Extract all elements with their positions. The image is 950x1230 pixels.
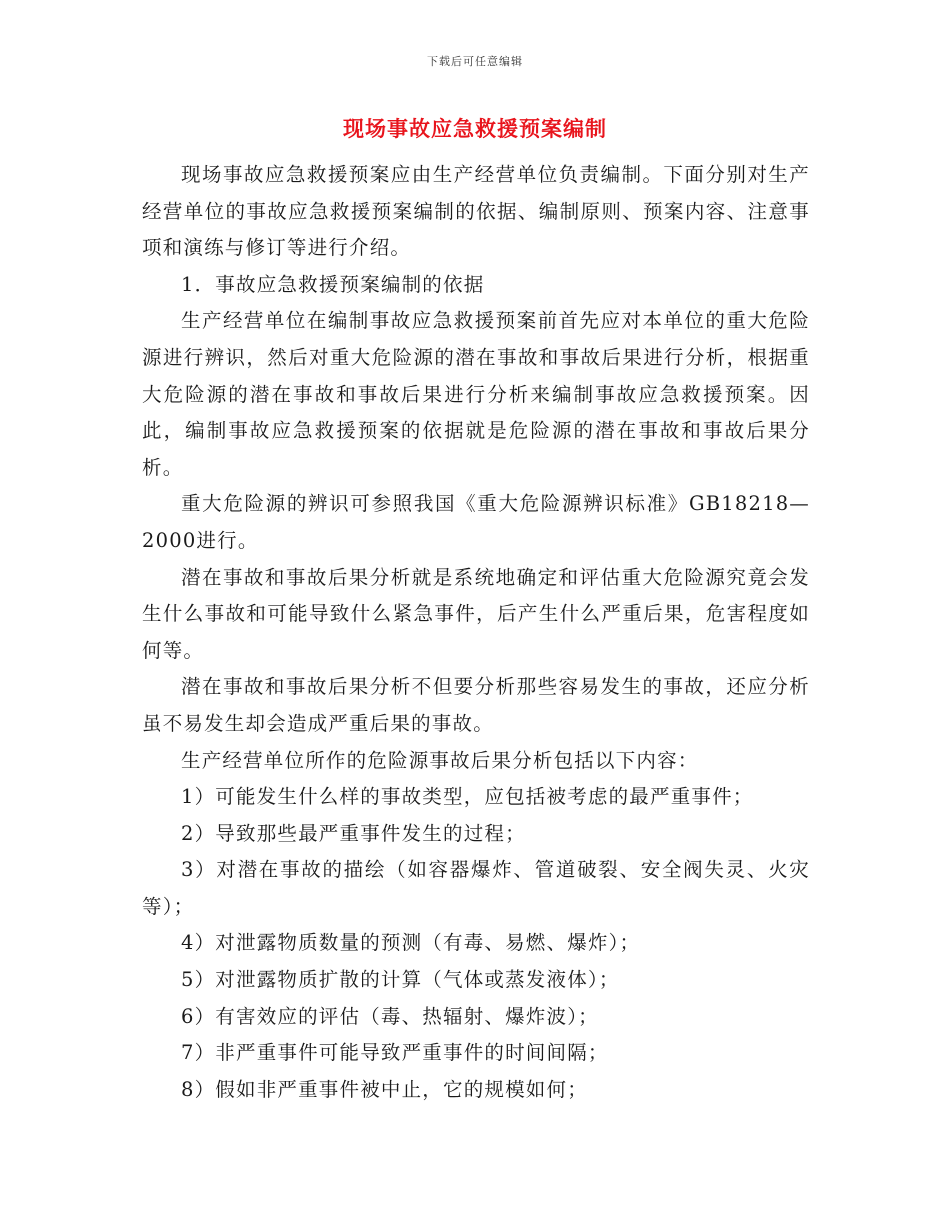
list-item-7: 7）非严重事件可能导致严重事件的时间间隔； xyxy=(181,1041,609,1065)
section-heading-basis: 1．事故应急救援预案编制的依据 xyxy=(181,272,485,296)
list-item-6: 6）有害效应的评估（毒、热辐射、爆炸波）； xyxy=(181,1004,599,1028)
list-item-2: 2）导致那些最严重事件发生的过程； xyxy=(181,821,526,845)
paragraph-analysis-scope: 潜在事故和事故后果分析不但要分析那些容易发生的事故，还应分析虽不易发生却会造成严重后果的事故。 xyxy=(142,675,810,735)
paragraph-intro: 现场事故应急救援预案应由生产经营单位负责编制。下面分别对生产经营单位的事故应急救援预案编制的依据、编制原则、预案内容、注意事项和演练与修订等进行介绍。 xyxy=(142,163,810,260)
page-header-note: 下载后可任意编辑 xyxy=(427,55,523,68)
list-item-4: 4）对泄露物质数量的预测（有毒、易燃、爆炸）； xyxy=(181,931,641,955)
document-body xyxy=(142,157,810,1108)
paragraph-list-intro: 生产经营单位所作的危险源事故后果分析包括以下内容： xyxy=(181,748,699,772)
paragraph-analysis-definition: 潜在事故和事故后果分析就是系统地确定和评估重大危险源究竟会发生什么事故和可能导致什么紧急事件，后产生什么严重后果，危害程度如何等。 xyxy=(142,565,810,662)
document-title: 现场事故应急救援预案编制 xyxy=(343,116,607,141)
paragraph-basis: 生产经营单位在编制事故应急救援预案前首先应对本单位的重大危险源进行辨识，然后对重大危险源的潜在事故和事故后果进行分析，根据重大危险源的潜在事故和事故后果进行分析来编制事故应急救援预案。因此，编制事故应急救援预案的依据就是危险源的潜在事故和事故后果分析。 xyxy=(142,309,810,479)
paragraph-standard: 重大危险源的辨识可参照我国《重大危险源辨识标准》GB18218—2000进行。 xyxy=(142,492,810,552)
list-item-1: 1）可能发生什么样的事故类型，应包括被考虑的最严重事件； xyxy=(181,785,754,809)
list-item-5: 5）对泄露物质扩散的计算（气体或蒸发液体）； xyxy=(181,968,620,992)
list-item-8: 8）假如非严重事件被中止，它的规模如何； xyxy=(181,1077,588,1101)
list-item-3: 3）对潜在事故的描绘（如容器爆炸、管道破裂、安全阀失灵、火灾等）； xyxy=(142,858,810,918)
